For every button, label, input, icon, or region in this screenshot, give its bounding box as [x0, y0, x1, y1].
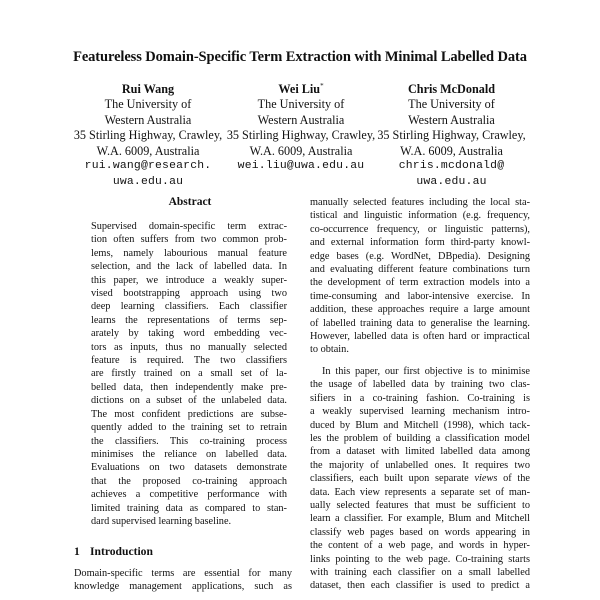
body-line: In this paper, our first objective is to minimise [322, 365, 530, 377]
abstract-line: dictions on a subset of the unlabeled data. [91, 395, 287, 407]
author-name: Wei Liu* [278, 82, 324, 97]
abstract-line: vised bootstrapping approach using two [91, 288, 287, 300]
author-email: uwa.edu.au [112, 175, 184, 188]
abstract-line: that the proposed co-training approach [91, 475, 287, 487]
body-line: les the problem of building a classification model [310, 432, 530, 444]
body-line: addition, these approaches require a large amount [310, 304, 530, 316]
affiliation-line: Western Australia [104, 112, 192, 127]
abstract-line: Supervised domain-specific term extrac- [91, 221, 287, 232]
author-block-1 [68, 79, 228, 190]
author-email: wei.liu@uwa.edu.au [237, 160, 365, 173]
body-line: classifiers, each built upon separate views of the [310, 473, 530, 485]
body-line: manually selected features including the local sta- [310, 197, 530, 208]
body-line: and external information form third-party knowl- [310, 237, 530, 249]
body-line: learn a classifier. For example, Blum and Mitchell [310, 513, 530, 525]
section-number: 1 [74, 545, 80, 558]
body-line: sifiers in a co-training fashion. Co-training is [310, 392, 530, 404]
body-line: from a dataset with limited labelled data among [310, 446, 530, 458]
body-line: However, labelled data is often hard or impractical [310, 331, 530, 343]
abstract-line: limited training data as compared to stan- [91, 502, 287, 514]
affiliation-line: The University of [408, 97, 495, 112]
abstract-heading: Abstract [168, 196, 212, 208]
affiliation-line: Western Australia [408, 112, 495, 127]
abstract-line: the classifiers. This co-training process [91, 435, 287, 447]
author-email: rui.wang@research. [84, 160, 212, 173]
abstract-line: feature is required. The two classifiers [91, 355, 287, 367]
affiliation-line: The University of [257, 97, 345, 112]
body-line: the majority of unlabelled ones. It requires two [310, 459, 530, 471]
introduction-body [74, 567, 292, 594]
affiliation-line: The University of [104, 97, 192, 112]
author-block-2 [226, 79, 376, 175]
intro-line: knowledge management applications, such as [74, 581, 292, 593]
abstract-line: belled data, then independently make pre- [91, 381, 287, 393]
section-title: Introduction [90, 545, 153, 558]
right-column-text [310, 196, 530, 593]
abstract-line: are firstly trained on a small set of la- [91, 368, 287, 380]
abstract-line: tion often suffers from two common prob- [91, 234, 287, 246]
abstract-line: this paper, we introduce a weakly super- [91, 274, 287, 286]
affiliation-line: 35 Stirling Highway, Crawley, [226, 128, 376, 143]
author-footnote-mark: * [320, 82, 324, 90]
abstract-line: achieves a competitive performance with [91, 489, 287, 501]
intro-line: Domain-specific terms are essential for many [74, 568, 292, 579]
body-line: data. Each view represents a separate set of man- [310, 486, 530, 498]
abstract-line: quently added to the training set to retrain [91, 422, 287, 434]
affiliation-line: W.A. 6009, Australia [249, 143, 353, 158]
paper-title: Featureless Domain-Specific Term Extraction with Minimal Labelled Data [73, 49, 527, 65]
body-line: classify web pages based on words appearing in [310, 526, 530, 538]
abstract-line: selection, and the lack of labelled data. In [91, 261, 287, 273]
body-line: and evaluating different feature combinations turn [310, 264, 530, 276]
body-line: edge bases (e.g. WordNet, DBpedia). Designing [310, 250, 530, 262]
body-line: the development of term extraction models into a [310, 277, 530, 289]
author-name: Chris McDonald [407, 82, 495, 97]
emphasis: views [474, 473, 498, 485]
body-line: ually selected features that must be sufficient to [310, 499, 530, 511]
author-email: chris.mcdonald@ [398, 160, 505, 173]
abstract-line: The most confident predictions are subse- [91, 408, 287, 420]
body-line: the usage of labelled data by training two clas- [310, 379, 530, 391]
body-line: a weakly supervised learning mechanism intro- [310, 406, 530, 418]
affiliation-line: W.A. 6009, Australia [96, 143, 200, 158]
abstract-line: lems, namely labourious manual feature [91, 247, 287, 259]
body-line: with training each classifier on a small labelled [310, 566, 530, 578]
author-name: Rui Wang [121, 82, 175, 97]
body-line: time-consuming and labor-intensive exercise. In [310, 290, 530, 302]
affiliation-line: 35 Stirling Highway, Crawley, [73, 128, 223, 143]
abstract-line: Evaluations on two datasets demonstrate [91, 462, 287, 474]
affiliation-line: Western Australia [257, 112, 345, 127]
body-line: links pointing to the web page. Co-training starts [310, 553, 530, 565]
abstract-line: dard supervised learning baseline. [91, 515, 232, 527]
body-line: tistical and linguistic information (e.g. frequency, [310, 210, 530, 222]
body-line: to obtain. [310, 344, 349, 356]
affiliation-line: 35 Stirling Highway, Crawley, [377, 128, 526, 143]
abstract-line: learns the representations of terms sep- [91, 314, 287, 326]
abstract-line: tors as inputs, thus no manually selected [91, 341, 287, 353]
abstract-line: minimises the reliance on labelled data. [91, 448, 287, 460]
section-heading-introduction [74, 545, 153, 558]
author-block-3 [374, 79, 529, 190]
author-email: uwa.edu.au [416, 175, 487, 188]
affiliation-line: W.A. 6009, Australia [400, 143, 503, 158]
body-line: the content of a web page, and words in hyper- [310, 540, 530, 552]
abstract-line: arately by taking word embedding vec- [91, 328, 287, 340]
body-line: of labelled training data to generalise the learning. [310, 317, 530, 329]
body-line: dataset, then each classifier is used to predict a [310, 580, 530, 592]
abstract-body [91, 220, 287, 528]
abstract-line: deep learning classifiers. Each classifier [91, 301, 287, 313]
body-line: co-occurrence frequency, or linguistic patterns), [310, 223, 530, 235]
body-line: duced by Blum and Mitchell (1998), which tack- [310, 419, 530, 431]
